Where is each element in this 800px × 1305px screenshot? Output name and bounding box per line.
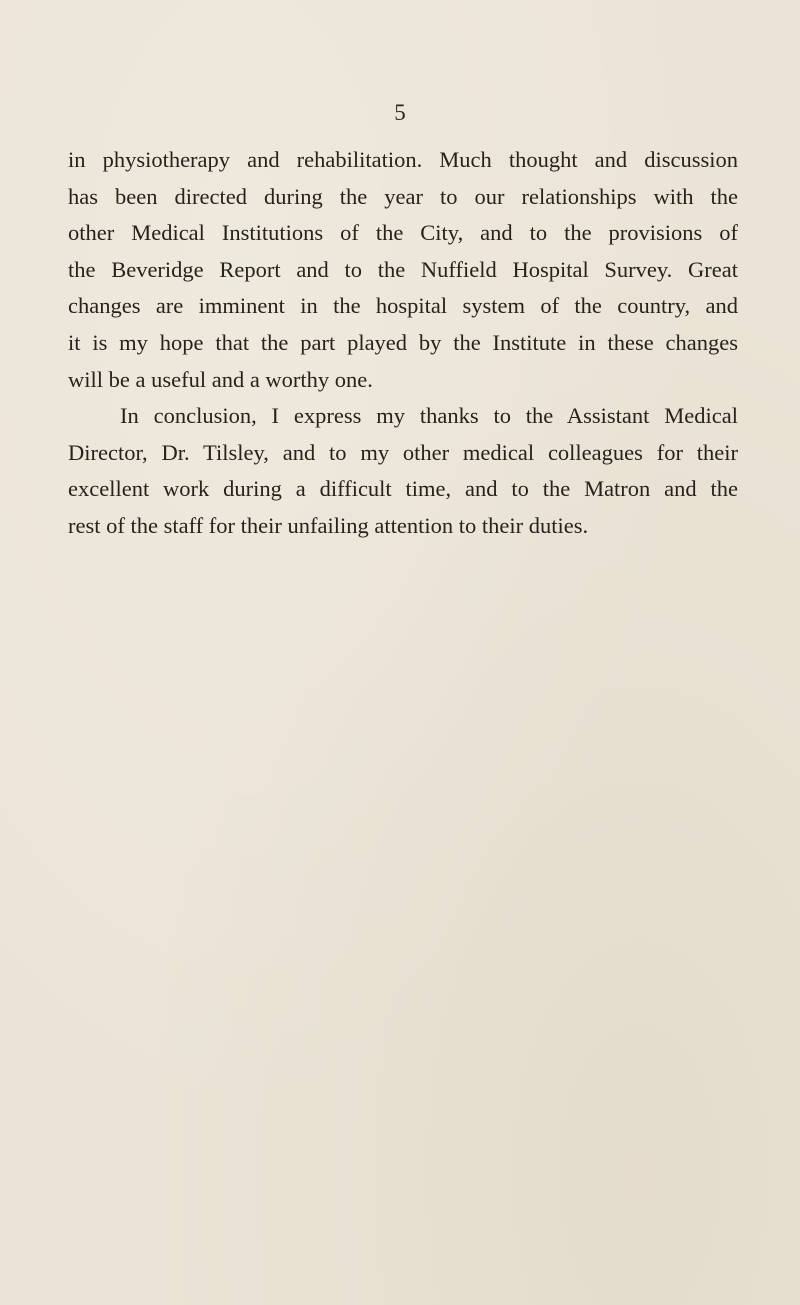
text-line: in physiotherapy and rehabilitation. Much thought and discussion — [68, 147, 738, 172]
text-line: In conclusion, I express my thanks to the Assistant Medical — [120, 403, 738, 428]
text-line: changes are imminent in the hospital system of the country, and — [68, 293, 738, 319]
text-line: other Medical Institutions of the City, and to the provisions of — [68, 220, 738, 246]
text-line: the Beveridge Report and to the Nuffield Hospital Survey. Great — [68, 256, 738, 282]
text-line: will be a useful and a worthy one. — [68, 366, 373, 392]
paragraph-1 — [68, 142, 738, 398]
text-line: excellent work during a difficult time, and to the Matron and the — [68, 476, 738, 502]
text-line: has been directed during the year to our relationships with the — [68, 183, 738, 209]
text-line: Director, Dr. Tilsley, and to my other medical colleagues for their — [68, 439, 738, 465]
page-number: 5 — [394, 100, 406, 125]
text-line: rest of the staff for their unfailing attention to their duties. — [68, 512, 589, 538]
paragraph-2 — [68, 398, 738, 544]
text-line: it is my hope that the part played by the Institute in these changes — [68, 329, 738, 355]
